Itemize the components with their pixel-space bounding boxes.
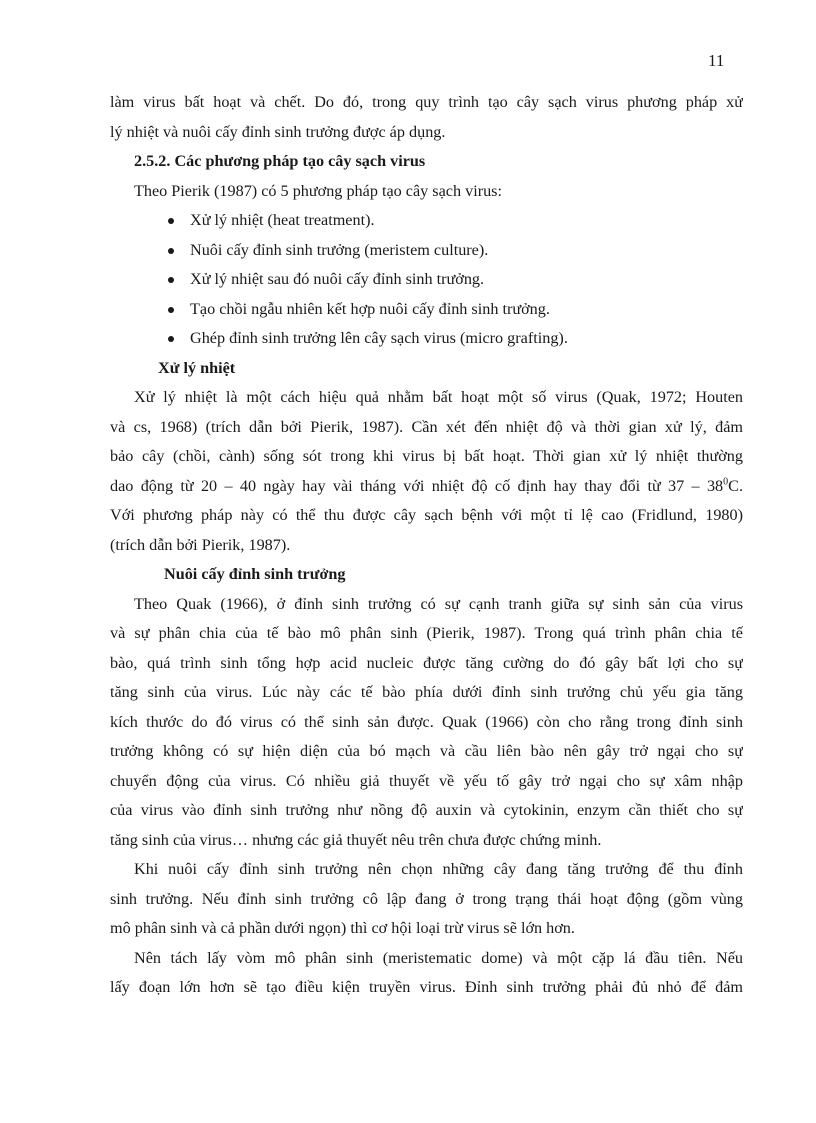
text-line: Xử lý nhiệt là một cách hiệu quả nhằm bất hoạt một số virus (Quak, 1972; Houten [134,388,743,406]
text-segment: dao động từ 20 – 40 ngày hay vài tháng với nhiệt độ cố định hay thay đổi từ 37 – 38 [110,476,724,495]
bullet-icon [168,307,174,313]
text-line: bảo cây (chồi, cành) sống sót trong khi virus bị bất hoạt. Thời gian xử lý nhiệt thường [110,447,743,465]
bullet-icon [168,277,174,283]
text-line: chuyển động của virus. Có nhiều giả thuyết về yếu tố gây trở ngại cho sự xâm nhập [110,771,743,790]
text-line: lý nhiệt và nuôi cấy đỉnh sinh trưởng được áp dụng. [110,122,446,141]
bullet-icon [168,336,174,342]
text-line: (trích dẫn bởi Pierik, 1987). [110,535,291,554]
text-line: bào, quá trình sinh tổng hợp acid nucleic được tăng cường do đó gây bất lợi cho sự [110,653,743,672]
text-line: Nên tách lấy vòm mô phân sinh (meristematic dome) và một cặp lá đầu tiên. Nếu [134,948,743,967]
text-line: làm virus bất hoạt và chết. Do đó, trong quy trình tạo cây sạch virus phương pháp xử [110,93,743,111]
bullet-icon [168,218,174,224]
bullet-icon [168,248,174,254]
list-item-text: Xử lý nhiệt sau đó nuôi cấy đỉnh sinh trưởng. [190,270,485,288]
text-line: mô phân sinh và cả phần dưới ngọn) thì cơ hội loại trừ virus sẽ lớn hơn. [110,919,575,937]
list-item-text: Ghép đỉnh sinh trưởng lên cây sạch virus (micro grafting). [190,329,568,347]
text-line [110,472,743,502]
text-line: Theo Quak (1966), ở đỉnh sinh trưởng có sự cạnh tranh giữa sự sinh sản của virus [134,594,743,613]
list-item [110,295,743,325]
list-item [110,236,743,266]
text-line: và sự phân chia của tế bào mô phân sinh (Pierik, 1987). Trong quá trình phân chia tế [110,624,743,642]
list-item [110,206,743,236]
list-item-text: Tạo chồi ngẫu nhiên kết hợp nuôi cấy đỉnh sinh trưởng. [190,299,550,318]
section-heading: 2.5.2. Các phương pháp tạo cây sạch virus [134,152,426,170]
text-line: Khi nuôi cấy đỉnh sinh trưởng nên chọn những cây đang tăng trưởng để thu đỉnh [134,860,743,878]
page-body [110,88,743,1003]
text-line: tăng sinh của virus. Lúc này các tế bào phía dưới đỉnh sinh trưởng chủ yếu gia tăng [110,683,743,701]
text-line: lấy đoạn lớn hơn sẽ tạo điều kiện truyền virus. Đỉnh sinh trưởng phải đủ nhỏ để đảm [110,978,743,996]
page-number: 11 [708,51,725,70]
list-item-text: Xử lý nhiệt (heat treatment). [190,211,375,229]
text-line: kích thước do đó virus có thể sinh sản được. Quak (1966) còn cho rằng trong đỉnh sinh [110,712,743,731]
list-item-text: Nuôi cấy đỉnh sinh trưởng (meristem culture). [190,240,489,259]
text-line: của virus vào đỉnh sinh trưởng như nồng độ auxin và cytokinin, enzym cần thiết cho sự [110,801,743,819]
subsection-heading: Xử lý nhiệt [158,358,236,377]
text-line: Với phương pháp này có thể thu được cây sạch bệnh với một tỉ lệ cao (Fridlund, 1980) [110,506,743,524]
text-segment: C. [728,476,743,495]
list-item [110,324,743,354]
text-line: tăng sinh của virus… nhưng các giả thuyết nêu trên chưa được chứng minh. [110,830,602,849]
text-line: Theo Pierik (1987) có 5 phương pháp tạo cây sạch virus: [134,181,502,200]
list-item [110,265,743,295]
text-line: sinh trưởng. Nếu đỉnh sinh trưởng cô lập đang ở trong trạng thái hoạt động (gồm vùng [110,889,743,908]
text-line: và cs, 1968) (trích dẫn bởi Pierik, 1987). Cần xét đến nhiệt độ và thời gian xử lý, đảm [110,417,743,436]
subsection-heading: Nuôi cấy đỉnh sinh trưởng [164,565,346,583]
text-line: trưởng không có sự hiện diện của bó mạch và cầu liên bào nên gây trở ngại cho sự [110,742,743,760]
superscript: 0 [723,476,729,488]
